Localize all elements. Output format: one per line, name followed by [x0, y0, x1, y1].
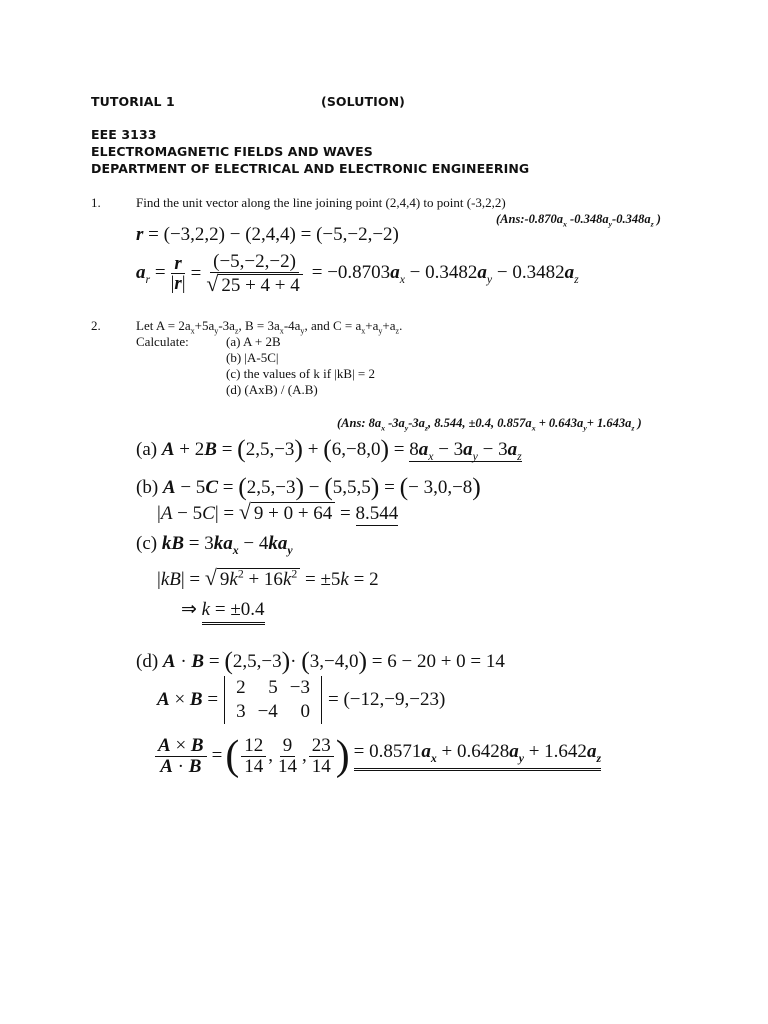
q2-given: Let $A = 2a_x+5a_y-3a_z$, $B = 3a_x-4a_y$, and $C = a_x+a_y+a_z$. [136, 318, 403, 336]
q2-part-a: (a) A + 2B [226, 334, 281, 349]
q2-solution-a: (a) $A + 2B = (2,5,-3) + (6,-8,0) = 8a_x - 3a_y - 3a_z$ [136, 434, 522, 463]
q2-cross-product: A × B = 2 5 −3 3 −4 0 = (−12,−9,−23) [157, 677, 446, 722]
q1-unit-vector: $a_r$ = $\frac{r}{|r|}$ = $\frac{(-5,-2,-2)}{√ 25 + 4 + 4}$ = $-0.8703a_x - 0.3482a_y - 0.3482a_z$ [136, 251, 579, 296]
cross-matrix [224, 676, 322, 724]
matrix-cell: 0 [300, 700, 310, 722]
matrix-cell: 2 [236, 677, 246, 698]
solution-label: (SOLUTION) [321, 94, 405, 109]
q1-number: 1. [91, 195, 101, 210]
course-code: EEE 3133 [91, 127, 157, 142]
q2-solution-c3: ⇒ k = ±0.4 [181, 598, 265, 621]
tutorial-title: TUTORIAL 1 [91, 94, 175, 109]
q2-number: 2. [91, 318, 101, 333]
q2-solution-c2: |kB| = √ $9k^2 + 16k^2 = \pm 5k = 2$ [157, 566, 379, 590]
q2-solution-c1: (c) kB = $3ka_x - 4ka_y$ [136, 533, 293, 557]
q1-text: Find the unit vector along the line joining point (2,4,4) to point (-3,2,2) [136, 195, 506, 210]
q1-ar-numerator: (−5,−2,−2) [210, 252, 299, 273]
final-answer: = $0.8571a_x + 0.6428a_y + 1.642a_z$ [354, 741, 601, 771]
course-name: ELECTROMAGNETIC FIELDS AND WAVES [91, 144, 373, 159]
frac-den: 14 [311, 755, 331, 777]
q2-final-ratio: $\frac{A \times B}{A \cdot B}$ = ( $\frac{12}{14}$ , $\frac{9}{14}$ , $\frac{23}{14}$ ) = $0.8571a_x + 0.6428a_y + 1.642a_z$ [153, 732, 601, 780]
q2-solution-d1: (d) A · B = (2,5,−3)· (3,−4,0) = 6 − 20 + 0 = 14 [136, 646, 505, 675]
frac-num: 12 [241, 736, 266, 757]
q2-solution-b1: (b) A − 5C = (2,5,−3) − (5,5,5) = (− 3,0,−8) [136, 472, 481, 501]
frac-den: 14 [244, 755, 264, 777]
q2-part-b: (b) |A-5C| [226, 350, 279, 365]
q2-part-d: (d) (AxB) / (A.B) [226, 382, 318, 397]
matrix-cell: −4 [257, 700, 278, 722]
department: DEPARTMENT OF ELECTRICAL AND ELECTRONIC ENGINEERING [91, 161, 530, 176]
q2-answer: (Ans: $8a_x$ $-3a_y-3a_z$, 8.544, ±0.4, $0.857a_x + 0.643a_y+ 1.643a_z$ ) [337, 416, 642, 433]
frac-num: 23 [309, 736, 334, 757]
q2-part-c: (c) the values of k if |kB| = 2 [226, 366, 375, 381]
matrix-cell: −3 [289, 677, 310, 698]
q1-ar-denominator: 25 + 4 + 4 [218, 274, 302, 296]
q2-calculate: Calculate: [136, 334, 189, 349]
q1-r-equation: r = (−3,2,2) − (2,4,4) = (−5,−2,−2) [136, 224, 399, 245]
cross-result: = (−12,−9,−23) [328, 688, 446, 710]
frac-den: 14 [277, 755, 297, 777]
q2-solution-b2: |A − 5C| = √ 9 + 0 + 64 = 8.544 [157, 500, 399, 524]
matrix-cell: 5 [268, 677, 278, 698]
matrix-cell: 3 [236, 700, 246, 722]
q1-r-value: = (−3,2,2) − (2,4,4) = (−5,−2,−2) [148, 224, 399, 245]
frac-num: 9 [280, 736, 296, 757]
q1-answer: ($Ans:-0.870a_x$ $-0.348a_y-0.348a_z$ ) [496, 212, 661, 229]
